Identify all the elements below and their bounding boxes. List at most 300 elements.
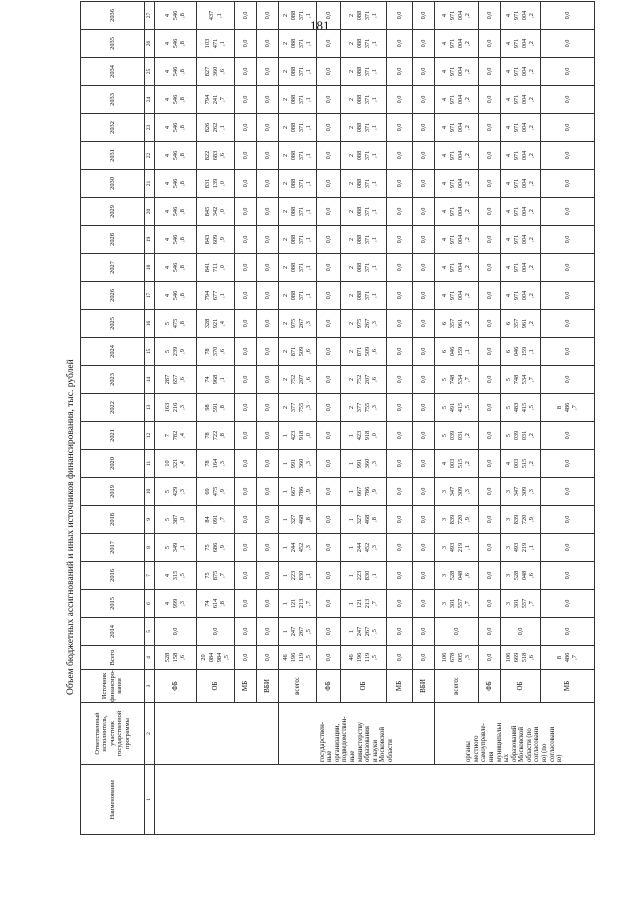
value-cell: 0,0 [317,85,341,113]
value-cell: 4 971 004 ,2 [435,29,479,57]
value-cell: 0,0 [317,337,341,365]
value-cell: 5 039 031 ,2 [501,421,541,449]
value-cell: 437 ,1 [197,1,235,29]
value-cell: 0,0 [317,393,341,421]
value-cell: 0,0 [541,225,595,253]
value-cell: 0,0 [257,29,279,57]
value-cell: 0,0 [235,225,257,253]
value-cell: 0,0 [479,337,501,365]
value-cell: 0,0 [257,197,279,225]
value-cell: 3 528 048 ,6 [435,561,479,589]
value-cell: 4 971 004 ,2 [501,85,541,113]
value-cell: 0,0 [541,1,595,29]
value-cell: 0,0 [387,477,413,505]
value-cell: 0,0 [541,449,595,477]
column-number: 9 [145,505,155,533]
column-number: 25 [145,57,155,85]
source-cell: всего: [279,669,317,702]
value-cell: 0,0 [413,533,435,561]
column-number: 7 [145,561,155,589]
value-cell: 0,0 [541,617,595,645]
value-cell: 0,0 [541,505,595,533]
value-cell: 0,0 [413,141,435,169]
value-cell: 103 471 ,1 [197,29,235,57]
value-cell: 0,0 [387,309,413,337]
column-number: 2 [145,703,155,765]
value-cell: 0,0 [541,169,595,197]
value-cell: 0,0 [387,281,413,309]
value-cell: 0,0 [541,365,595,393]
value-cell: 0,0 [387,505,413,533]
value-cell: 5 748 534 ,7 [435,365,479,393]
value-cell: 163 216 ,3 [155,393,197,421]
value-cell: 0,0 [317,169,341,197]
value-cell: 0,0 [387,589,413,617]
value-cell: 74 968 ,1 [197,365,235,393]
source-cell: ВБИ [257,669,279,702]
value-cell: 106 678 005 ,3 [435,645,479,669]
value-cell: 4 971 004 ,2 [435,113,479,141]
value-cell: 2 752 207 ,6 [341,365,387,393]
responsible-cell: органы местного самоуправле- ния муниципальн ых образований Московской области (по согласовани ю) (по согласовани ю) [435,703,595,765]
value-cell: 0,0 [235,449,257,477]
table-caption: Объем бюджетных ассигнований и иных источников финансирования, тыс. рублей [66,359,76,695]
value-cell: 0,0 [413,505,435,533]
value-cell: 0,0 [387,337,413,365]
value-cell: 0,0 [413,113,435,141]
header-year: 2027 [81,253,145,281]
value-cell: 4 546 ,8 [155,225,197,253]
value-cell: 1 244 452 ,3 [341,533,387,561]
value-cell: 0,0 [257,85,279,113]
value-cell: 0,0 [387,449,413,477]
value-cell: 0,0 [541,253,595,281]
header-year: 2030 [81,169,145,197]
value-cell: 0,0 [317,617,341,645]
value-cell: 0,0 [235,477,257,505]
value-cell: 0,0 [235,533,257,561]
value-cell: 4 971 004 ,2 [501,225,541,253]
source-cell: ОБ [501,669,541,702]
source-cell: ФБ [155,669,197,702]
value-cell: 0,0 [413,253,435,281]
value-cell: 2 088 371 ,1 [279,141,317,169]
value-cell: 0,0 [317,589,341,617]
value-cell: 4 003 515 ,2 [501,449,541,477]
column-number: 20 [145,197,155,225]
value-cell: 0,0 [257,169,279,197]
value-cell: 0,0 [235,29,257,57]
value-cell: 0,0 [257,225,279,253]
value-cell: 3 347 309 ,3 [501,477,541,505]
value-cell: 328 921 ,4 [197,309,235,337]
header-year: 2020 [81,449,145,477]
value-cell: 2 088 371 ,1 [341,1,387,29]
value-cell: 845 342 ,0 [197,197,235,225]
value-cell: 0,0 [413,645,435,669]
value-cell: 0,0 [479,393,501,421]
value-cell: 4 971 004 ,2 [501,113,541,141]
value-cell: 0,0 [235,617,257,645]
value-cell: 0,0 [479,225,501,253]
column-number: 14 [145,365,155,393]
source-cell: ОБ [341,669,387,702]
header-year: 2032 [81,113,145,141]
value-cell: 0,0 [235,589,257,617]
value-cell: 78 370 ,6 [197,337,235,365]
value-cell: 4 971 004 ,2 [501,141,541,169]
value-cell: 0,0 [317,57,341,85]
value-cell: 0,0 [317,533,341,561]
column-number: 1 [145,765,155,835]
value-cell: 0,0 [413,85,435,113]
value-cell: 0,0 [257,281,279,309]
value-cell: 2 088 371 ,1 [341,281,387,309]
value-cell: 0,0 [235,281,257,309]
header-year: 2016 [81,561,145,589]
value-cell: 6 046 159 ,1 [501,337,541,365]
value-cell: 4 971 004 ,2 [501,253,541,281]
value-cell: 4 971 004 ,2 [501,1,541,29]
value-cell: 0,0 [387,1,413,29]
value-cell: 4 971 004 ,2 [435,253,479,281]
header-year: 2028 [81,225,145,253]
column-number: 23 [145,113,155,141]
value-cell: 0,0 [479,645,501,669]
value-cell: 0,0 [387,225,413,253]
value-cell: 826 262 ,1 [197,113,235,141]
value-cell: 46 196 119 ,5 [341,645,387,669]
value-cell: 794 241 ,7 [197,85,235,113]
value-cell: 75 875 ,7 [197,561,235,589]
value-cell: 0,0 [501,617,541,645]
value-cell: 0,0 [413,337,435,365]
value-cell: 0,0 [387,617,413,645]
value-cell: 0,0 [541,421,595,449]
value-cell: 843 609 ,9 [197,225,235,253]
value-cell: 4 971 004 ,2 [501,281,541,309]
source-cell: ВБИ [413,669,435,702]
value-cell: 0,0 [479,169,501,197]
header-source: Источник финансиро- вания [81,669,145,702]
value-cell: 0,0 [541,337,595,365]
value-cell: 2 088 371 ,1 [341,141,387,169]
value-cell: 5 491 415 ,5 [435,393,479,421]
value-cell: 0,0 [479,253,501,281]
value-cell: 0,0 [479,1,501,29]
value-cell: 75 686 ,9 [197,533,235,561]
value-cell: 2 871 509 ,6 [279,337,317,365]
value-cell: 0,0 [541,141,595,169]
value-cell: 2 377 755 ,3 [341,393,387,421]
value-cell: 0,0 [317,253,341,281]
value-cell: 6 046 159 ,1 [435,337,479,365]
column-number: 6 [145,589,155,617]
value-cell: 0,0 [235,337,257,365]
value-cell: 5 483 415 ,5 [501,393,541,421]
header-year: 2017 [81,533,145,561]
value-cell: 3 839 720 ,9 [501,505,541,533]
value-cell: 2 088 371 ,1 [341,57,387,85]
value-cell: 0,0 [257,477,279,505]
value-cell: 1 327 468 ,8 [341,505,387,533]
value-cell: 0,0 [317,365,341,393]
value-cell: 4 971 004 ,2 [435,197,479,225]
value-cell: 5 429 ,3 [155,477,197,505]
value-cell: 4 003 515 ,2 [435,449,479,477]
value-cell: 0,0 [257,589,279,617]
value-cell: 0,0 [479,57,501,85]
value-cell: 0,0 [413,309,435,337]
value-cell: 4 999 ,3 [155,589,197,617]
value-cell: 0,0 [541,29,595,57]
value-cell: 0,0 [479,29,501,57]
value-cell: 6 357 961 ,2 [435,309,479,337]
value-cell: 4 971 004 ,2 [435,141,479,169]
value-cell: 4 971 004 ,2 [435,169,479,197]
value-cell: 2 088 371 ,1 [279,57,317,85]
value-cell: 3 493 219 ,1 [501,533,541,561]
value-cell: 1 247 267 ,5 [279,617,317,645]
value-cell: 2 088 371 ,1 [341,85,387,113]
value-cell: 4 971 004 ,2 [501,197,541,225]
value-cell: 0,0 [387,57,413,85]
value-cell: 2 088 371 ,1 [279,1,317,29]
value-cell: 0,0 [257,645,279,669]
value-cell: 0,0 [257,253,279,281]
source-cell: ФБ [479,669,501,702]
value-cell: 822 683 ,6 [197,141,235,169]
value-cell: 0,0 [317,141,341,169]
value-cell: 0,0 [257,505,279,533]
header-year: 2026 [81,281,145,309]
value-cell: 46 196 119 ,5 [279,645,317,669]
column-number: 19 [145,225,155,253]
source-cell: всего: [435,669,479,702]
value-cell: 0,0 [387,197,413,225]
value-cell: 1 247 267 ,5 [341,617,387,645]
value-cell: 4 315 ,5 [155,561,197,589]
value-cell: 5 349 ,1 [155,533,197,561]
value-cell: 2 088 371 ,1 [341,253,387,281]
column-number: 16 [145,309,155,337]
value-cell: 0,0 [155,617,197,645]
source-cell: ОБ [197,669,235,702]
value-cell: 0,0 [479,561,501,589]
value-cell: 0,0 [317,309,341,337]
value-cell: 4 971 004 ,2 [501,169,541,197]
value-cell: 2 088 371 ,1 [341,197,387,225]
value-cell: 2 088 371 ,1 [279,169,317,197]
value-cell: 0,0 [257,393,279,421]
header-year: 2031 [81,141,145,169]
value-cell: 78 164 ,3 [197,449,235,477]
value-cell: 0,0 [317,281,341,309]
column-number: 27 [145,1,155,29]
value-cell: 78 722 ,8 [197,421,235,449]
value-cell: 0,0 [479,589,501,617]
value-cell: 0,0 [413,561,435,589]
value-cell: 5 475 ,8 [155,309,197,337]
value-cell: 0,0 [413,281,435,309]
value-cell: 0,0 [387,169,413,197]
value-cell: 0,0 [413,477,435,505]
value-cell: 4 546 ,8 [155,197,197,225]
value-cell: 1 223 830 ,1 [279,561,317,589]
value-cell: 0,0 [317,113,341,141]
header-year: 2033 [81,85,145,113]
value-cell: 0,0 [317,197,341,225]
value-cell: 2 088 371 ,1 [279,113,317,141]
value-cell: 794 677 ,1 [197,281,235,309]
value-cell: 4 546 ,8 [155,85,197,113]
value-cell: 831 139 ,0 [197,169,235,197]
value-cell: 0,0 [197,617,235,645]
value-cell: 3 839 720 ,9 [435,505,479,533]
page-number: 181 [310,18,330,33]
value-cell: 1 423 918 ,0 [341,421,387,449]
value-cell: 0,0 [479,141,501,169]
value-cell: 1 423 918 ,0 [279,421,317,449]
value-cell: 0,0 [387,113,413,141]
value-cell: 1 121 213 ,7 [341,589,387,617]
column-number: 26 [145,29,155,57]
header-year: 2019 [81,477,145,505]
value-cell: 0,0 [541,113,595,141]
value-cell: 1 223 830 ,1 [341,561,387,589]
value-cell: 0,0 [479,477,501,505]
value-cell: 0,0 [317,1,341,29]
value-cell: 0,0 [541,561,595,589]
header-year: 2021 [81,421,145,449]
column-number: 4 [145,645,155,669]
value-cell: 0,0 [317,561,341,589]
value-cell: 2 088 371 ,1 [279,253,317,281]
column-number: 3 [145,669,155,702]
value-cell: 0,0 [479,533,501,561]
value-cell: 4 546 ,8 [155,141,197,169]
value-cell: 0,0 [413,197,435,225]
value-cell: 0,0 [235,85,257,113]
value-cell: 0,0 [413,225,435,253]
header-year: 2024 [81,337,145,365]
value-cell: 0,0 [257,561,279,589]
column-number: 17 [145,281,155,309]
value-cell: 7 782 ,4 [155,421,197,449]
value-cell: 0,0 [413,617,435,645]
value-cell: 0,0 [541,477,595,505]
value-cell: 0,0 [387,533,413,561]
value-cell: 0,0 [235,309,257,337]
value-cell: 2 088 371 ,1 [279,281,317,309]
header-name: Наименование [81,765,145,835]
value-cell: 84 091 ,7 [197,505,235,533]
value-cell: 0,0 [257,309,279,337]
value-cell: 3 493 219 ,1 [435,533,479,561]
value-cell: 0,0 [413,1,435,29]
value-cell: 0,0 [257,141,279,169]
value-cell: 0,0 [479,197,501,225]
value-cell: 5 748 534 ,7 [501,365,541,393]
value-cell: 0,0 [235,393,257,421]
value-cell: 0,0 [317,645,341,669]
value-cell: 0,0 [479,421,501,449]
value-cell: 2 377 755 ,3 [279,393,317,421]
value-cell: 4 546 ,8 [155,253,197,281]
value-cell: 1 121 213 ,7 [279,589,317,617]
value-cell: 4 546 ,8 [155,1,197,29]
value-cell: 0,0 [387,253,413,281]
value-cell: 0,0 [257,365,279,393]
value-cell: 4 546 ,8 [155,281,197,309]
value-cell: 2 088 371 ,1 [341,169,387,197]
value-cell: 0,0 [541,533,595,561]
value-cell: 1 991 360 ,3 [279,449,317,477]
value-cell: 528 158 ,6 [155,645,197,669]
value-cell: 0,0 [413,393,435,421]
value-cell: 0,0 [257,449,279,477]
header-year: 2014 [81,617,145,645]
header-year: 2025 [81,309,145,337]
value-cell: 0,0 [235,561,257,589]
value-cell: 0,0 [235,365,257,393]
value-cell: 0,0 [541,85,595,113]
value-cell: 2 871 509 ,6 [341,337,387,365]
value-cell: 0,0 [479,281,501,309]
value-cell: 0,0 [479,505,501,533]
value-cell: 4 546 ,8 [155,29,197,57]
value-cell: 2 088 371 ,1 [279,225,317,253]
column-number: 24 [145,85,155,113]
value-cell: 10 321 ,4 [155,449,197,477]
value-cell: 8 486 ,7 [541,393,595,421]
header-year: 2029 [81,197,145,225]
value-cell: 827 360 ,6 [197,57,235,85]
value-cell: 4 971 004 ,2 [501,29,541,57]
value-cell: 0,0 [257,337,279,365]
value-cell: 0,0 [317,449,341,477]
value-cell: 0,0 [387,29,413,57]
value-cell: 98 591 ,8 [197,393,235,421]
value-cell: 0,0 [235,505,257,533]
value-cell: 2 752 207 ,6 [279,365,317,393]
responsible-cell [155,703,279,765]
source-cell: МБ [387,669,413,702]
value-cell: 0,0 [317,477,341,505]
source-cell: МБ [235,669,257,702]
column-number: 13 [145,393,155,421]
source-cell: МБ [541,669,595,702]
value-cell: 0,0 [235,645,257,669]
column-number: 11 [145,449,155,477]
value-cell: 0,0 [479,449,501,477]
value-cell: 0,0 [257,113,279,141]
column-number: 18 [145,253,155,281]
header-total: Всего [81,645,145,669]
header-year: 2034 [81,57,145,85]
value-cell: 0,0 [479,85,501,113]
value-cell: 4 546 ,8 [155,113,197,141]
value-cell: 0,0 [235,57,257,85]
value-cell: 0,0 [235,1,257,29]
value-cell: 0,0 [257,533,279,561]
value-cell: 0,0 [235,169,257,197]
value-cell: 2 975 267 ,3 [341,309,387,337]
value-cell: 2 088 371 ,1 [341,225,387,253]
value-cell: 0,0 [235,253,257,281]
value-cell: 0,0 [257,57,279,85]
header-year: 2015 [81,589,145,617]
